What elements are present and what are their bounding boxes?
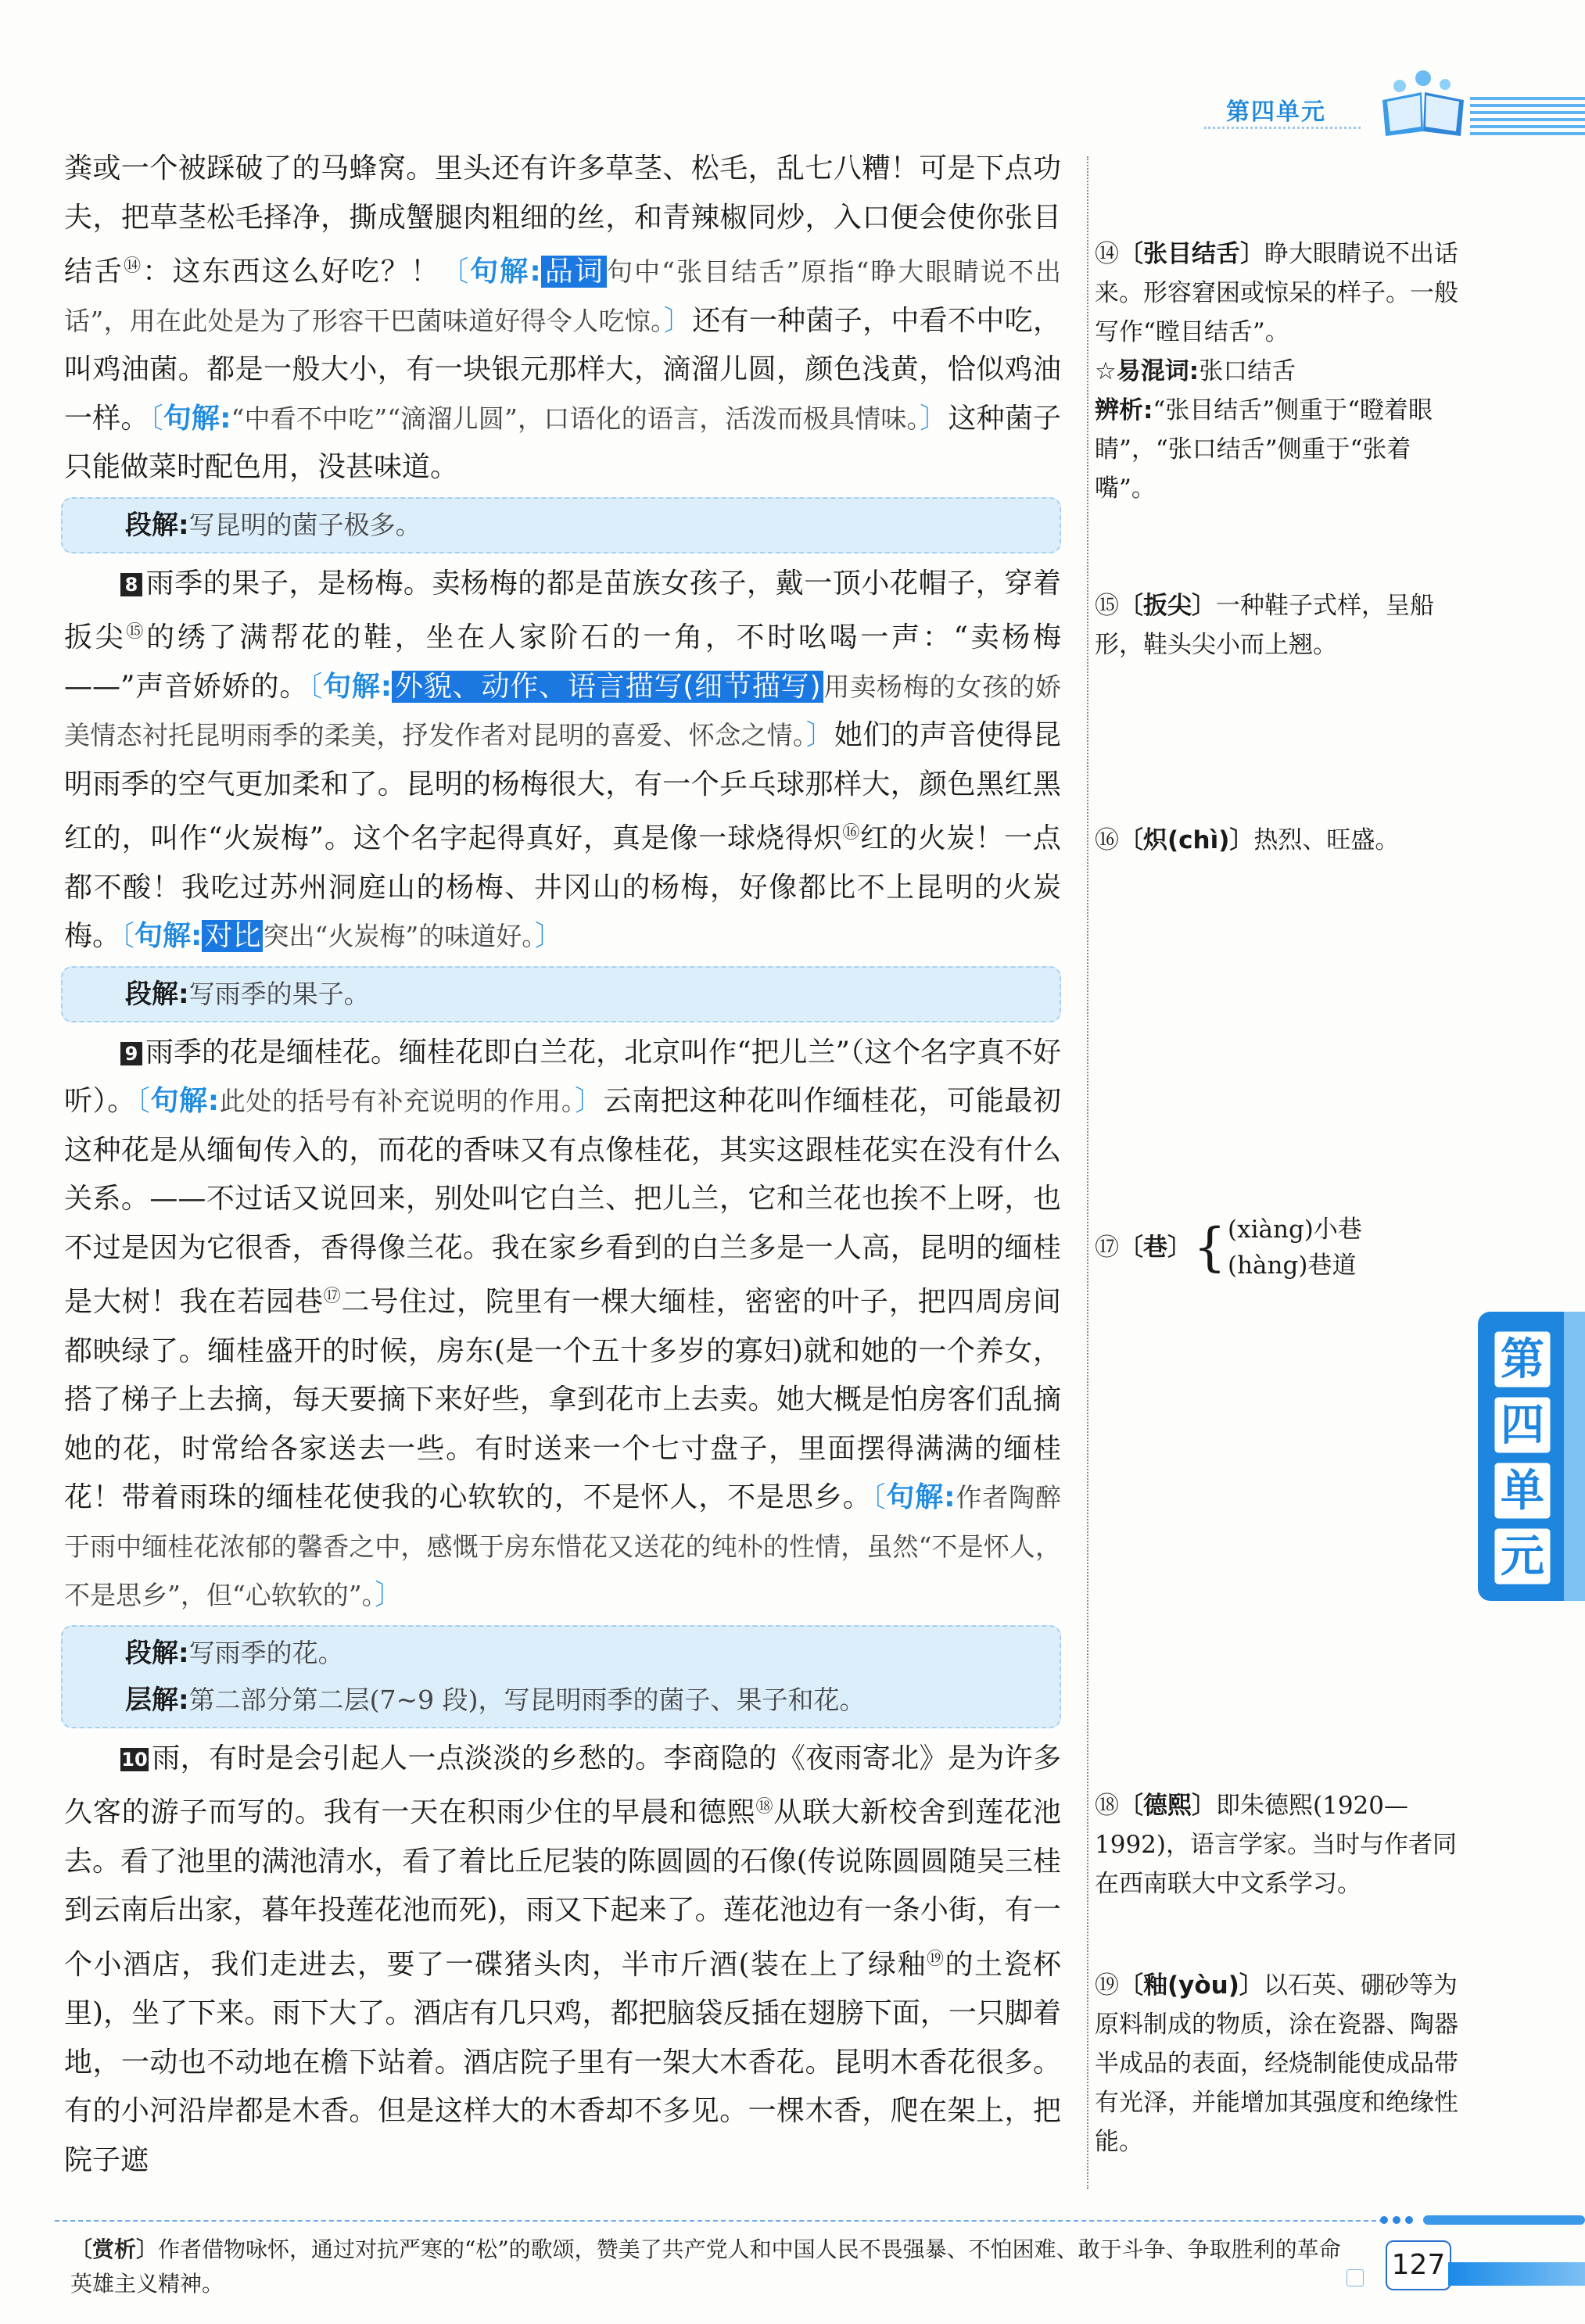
paragraph-7-continued: 粪或一个被踩破了的马蜂窝。里头还有许多草茎、松毛，乱七八糟！可是下点功夫，把草茎松毛择净，撕成蟹腿肉粗细的丝，和青辣椒同炒，入口便会使你张目结舌⑭：这东西这么好吃？！〔句解:品词句中“张目结舌”原指“睁大眼睛说不出话”，用在此处是为了形容干巴菌味道好得令人吃惊。〕还有一种菌子，中看不中吃，叫鸡油菌。都是一般大小，有一块银元那样大，滴溜儿圆，颜色浅黄，恰似鸡油一样。〔句解:“中看不中吃”“滴溜儿圆”，口语化的语言，活泼而极具情味。〕这种菌子只能做菜时配色用，没甚味道。 xyxy=(64,152,1061,483)
header-stripes xyxy=(1470,97,1585,136)
tab-char: 四 xyxy=(1501,1400,1544,1451)
highlight-tag: 对比 xyxy=(202,920,263,952)
tab-char: 元 xyxy=(1501,1531,1544,1582)
paragraph-number: 10 xyxy=(121,1748,148,1771)
header-divider xyxy=(1204,127,1361,129)
unit-title: 第四单元 xyxy=(1226,98,1326,126)
footnote-ref-18: ⑱ xyxy=(755,1797,774,1817)
sentence-note: “中看不中吃”“滴溜儿圆”，口语化的语言，活泼而极具情味。 xyxy=(231,403,920,434)
tab-char: 第 xyxy=(1501,1334,1544,1385)
layer-summary-box: 段解:写雨季的花。 层解:第二部分第二层(7~9 段)，写昆明雨季的菌子、果子和花。 xyxy=(61,1625,1061,1728)
unit-side-tab xyxy=(1478,1312,1585,1601)
footnote-ref-19: ⑲ xyxy=(926,1949,945,1969)
footnote-ref-16: ⑯ xyxy=(842,823,861,843)
note-14: ⑭〔张目结舌〕睁大眼睛说不出话来。形容窘困或惊呆的样子。一般写作“瞠目结舌”。 ☆易混词:张口结舌 辨析:“张目结舌”侧重于“瞪着眼睛”，“张口结舌”侧重于“张着嘴”。 xyxy=(1095,240,1458,503)
main-text xyxy=(64,145,1061,2185)
highlight-tag: 外貌、动作、语言描写(细节描写) xyxy=(392,671,823,703)
footer-appreciation: 〔赏析〕作者借物咏怀，通过对抗严寒的“松”的歌颂，赞美了共产党人和中国人民不畏强暴、不怕困难、敢于斗争、争取胜利的革命英雄主义精神。 xyxy=(70,2236,1341,2297)
footnote-ref-15: ⑮ xyxy=(126,622,147,642)
paragraph-summary-box: 段解:写雨季的果子。 xyxy=(61,966,1061,1022)
paragraph-9: 9 雨季的花是缅桂花。缅桂花即白兰花，北京叫作“把儿兰”（这个名字真不好听）。〔句解:此处的括号有补充说明的作用。〕云南把这种花叫作缅桂花，可能最初这种花是从缅甸传入的，而花的香味又有点像桂花，其实这跟桂花实在没有什么关系。——不过话又说回来，别处叫它白兰、把儿兰，它和兰花也挨不上呀，也不过是因为它很香，香得像兰花。我在家乡看到的白兰多是一人高，昆明的缅桂是大树！我在若园巷⑰二号住过，院里有一棵大缅桂，密密的叶子，把四周房间都映绿了。缅桂盛开的时候，房东(是一个五十多岁的寡妇)就和她的一个养女，搭了梯子上去摘，每天要摘下来好些，拿到花市上去卖。她大概是怕房客们乱摘她的花，时常给各家送去一些。有时送来一个七寸盘子，里面摆得满满的缅桂花！带着雨珠的缅桂花使我的心软软的，不是怀人，不是思乡。〔句解:作者陶醉于雨中缅桂花浓郁的馨香之中，感慨于房东惜花又送花的纯朴的性情，虽然“不是怀人，不是思乡”，但“心软软的”。〕 xyxy=(64,1036,1061,1611)
paragraph-8: 8 雨季的果子，是杨梅。卖杨梅的都是苗族女孩子，戴一顶小花帽子，穿着扳尖⑮的绣了满帮花的鞋，坐在人家阶石的一角，不时吆喝一声：“卖杨梅——”声音娇娇的。〔句解:外貌、动作、语言描写(细节描写)用卖杨梅的女孩的娇美情态衬托昆明雨季的柔美，抒发作者对昆明的喜爱、怀念之情。〕她们的声音使得昆明雨季的空气更加柔和了。昆明的杨梅很大，有一个乒乓球那样大，颜色黑红黑红的，叫作“火炭梅”。这个名字起得真好，真是像一球烧得炽⑯红的火炭！一点都不酸！我吃过苏州洞庭山的杨梅、井冈山的杨梅，好像都比不上昆明的火炭梅。〔句解:对比突出“火炭梅”的味道好。〕 xyxy=(64,567,1062,952)
footer-dots xyxy=(1376,2212,1585,2228)
tab-char: 单 xyxy=(1501,1466,1544,1517)
paragraph-summary-box: 段解:写昆明的菌子极多。 xyxy=(61,497,1061,553)
sentence-note-label: 句解: xyxy=(163,402,231,435)
footer-divider xyxy=(55,2220,1384,2222)
footnote-ref-14: ⑭ xyxy=(124,256,143,276)
sentence-note-label: 句解: xyxy=(470,256,541,288)
footnote-ref-17: ⑰ xyxy=(323,1287,342,1306)
page-square-icon xyxy=(1347,2269,1364,2286)
column-divider xyxy=(1087,156,1088,2189)
note-15: ⑮〔扳尖〕一种鞋子式样，呈船形，鞋头尖小而上翘。 xyxy=(1095,592,1434,659)
sentence-note: 句中“张目结舌”原指“睁大眼睛说不出话”，用在此处是为了形容干巴菌味道好得令人吃惊。 xyxy=(64,256,1061,336)
note-19: ⑲〔釉(yòu)〕以石英、硼砂等为原料制成的物质，涂在瓷器、陶器半成品的表面，经烧制能使成品带有光泽，并能增加其强度和绝缘性能。 xyxy=(1095,1971,1458,2156)
open-book-icon xyxy=(1376,69,1470,138)
paragraph-number: 8 xyxy=(120,573,142,596)
note-16: ⑯〔炽(chì)〕热烈、旺盛。 xyxy=(1095,826,1400,854)
paragraph-number: 9 xyxy=(120,1042,142,1065)
highlight-tag: 品词 xyxy=(541,256,607,288)
page-number: 127 xyxy=(1386,2240,1451,2290)
paragraph-10: 10 雨，有时是会引起人一点淡淡的乡愁的。李商隐的《夜雨寄北》是为许多久客的游子而写的。我有一天在积雨少住的早晨和德熙⑱从联大新校舍到莲花池去。看了池里的满池清水，看了着比丘尼装的陈圆圆的石像(传说陈圆圆随吴三桂到云南后出家，暮年投莲花池而死)，雨又下起来了。莲花池边有一条小街，有一个小酒店，我们走进去，要了一碟猪头肉，半市斤酒(装在上了绿釉⑲的土瓷杯里)，坐了下来。雨下大了。酒店有几只鸡，都把脑袋反插在翅膀下面，一只脚着地，一动也不动地在檐下站着。酒店院子里有一架大木香花。昆明木香花很多。有的小河沿岸都是木香。但是这样大的木香却不多见。一棵木香，爬在架上，把院子遮 xyxy=(64,1742,1061,2176)
page-number-bar xyxy=(1448,2262,1585,2286)
note-18: ⑱〔德熙〕即朱德熙(1920—1992)，语言学家。当时与作者同在西南联大中文系学习。 xyxy=(1095,1792,1457,1898)
note-17: ⑰〔巷〕 { (xiàng)小巷 (hàng)巷道 xyxy=(1095,1216,1362,1280)
